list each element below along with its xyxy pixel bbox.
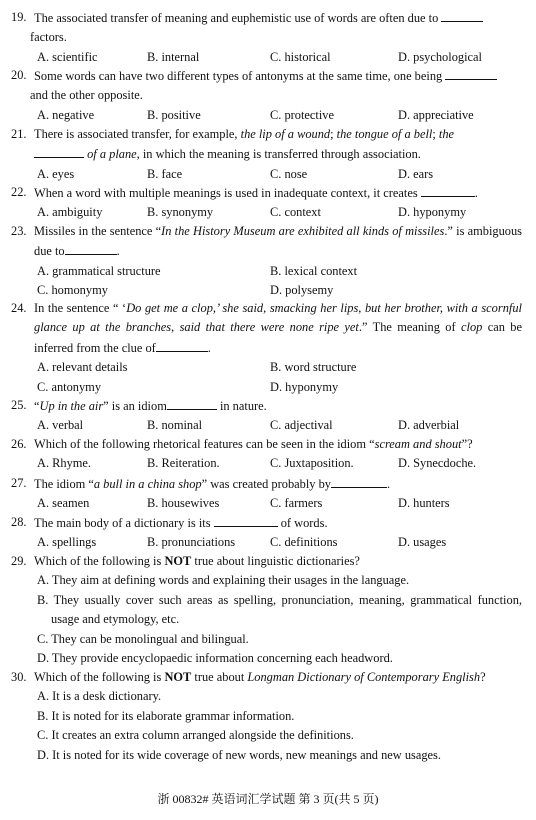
question-stem: “Up in the air” is an idiom in nature.	[34, 396, 522, 416]
option-b: B. word structure	[270, 360, 357, 375]
question-23	[0, 222, 536, 301]
question-stem: In the sentence “ ‘Do get me a clop,’ she said, smacking her lips, but her brother, with a scornful glance up at the branches, said that there were none ripe yet.” The meaning of clop can be inferred from the clue of .	[34, 301, 522, 355]
options-row	[0, 454, 536, 473]
answer-blank	[167, 396, 217, 410]
answer-blank	[34, 144, 84, 158]
option-d: D. adverbial	[398, 418, 460, 433]
option-d: D. hyponymy	[270, 379, 339, 394]
option-a: A. Rhyme.	[37, 456, 92, 471]
option-d: D. hunters	[398, 496, 450, 511]
question-22	[0, 183, 536, 223]
answer-blank	[445, 66, 497, 80]
question-number: 25.	[11, 398, 27, 412]
question-30	[0, 668, 536, 765]
question-number: 20.	[11, 68, 27, 82]
option-b: B. internal	[147, 49, 200, 64]
option-d: D. psychological	[398, 49, 482, 64]
option-c: C. adjectival	[270, 418, 333, 433]
option-d: D. usages	[398, 535, 447, 550]
question-stem: Which of the following is NOT true about Longman Dictionary of Contemporary English?	[34, 670, 486, 684]
question-stem: Missiles in the sentence “In the History Museum are exhibited all kinds of missiles.” is ambiguous due to .	[34, 224, 522, 259]
option-c: C. context	[270, 205, 321, 220]
question-27	[0, 474, 536, 514]
question-stem: Some words can have two different types of antonyms at the same time, one being and the other opposite.	[34, 66, 522, 106]
question-stem: Which of the following is NOT true about linguistic dictionaries?	[34, 554, 360, 568]
option-a: A. ambiguity	[37, 205, 103, 220]
option-a: A. It is a desk dictionary.	[37, 689, 162, 704]
question-26	[0, 435, 536, 474]
answer-blank	[214, 513, 278, 527]
options-row	[0, 378, 536, 397]
option-d: D. They provide encyclopaedic information concerning each headword.	[37, 651, 393, 666]
option-c: C. farmers	[270, 496, 323, 511]
option-d: D. Synecdoche.	[398, 456, 477, 471]
options-row	[0, 165, 536, 184]
option-b: B. lexical context	[270, 263, 358, 278]
option-c: C. Juxtaposition.	[270, 456, 354, 471]
options-row	[0, 358, 536, 377]
answer-blank	[156, 338, 208, 352]
option-a: A. grammatical structure	[37, 263, 161, 278]
option-c: C. protective	[270, 107, 334, 122]
option-a: A. relevant details	[37, 360, 128, 375]
page-footer: 浙 00832# 英语词汇学试题 第 3 页(共 5 页)	[157, 792, 379, 806]
question-29	[0, 552, 536, 668]
option-a: A. eyes	[37, 166, 75, 181]
option-c: C. homonymy	[37, 283, 108, 298]
option-a: A. verbal	[37, 418, 84, 433]
question-stem: Which of the following rhetorical features can be seen in the idiom “scream and shout”?	[34, 437, 473, 451]
question-24	[0, 299, 536, 397]
option-c: C. definitions	[270, 535, 338, 550]
option-c: C. nose	[270, 166, 308, 181]
options-row	[0, 48, 536, 67]
option-a: A. They aim at defining words and explaining their usages in the language.	[37, 573, 410, 588]
option-c: C. historical	[270, 49, 331, 64]
question-28	[0, 513, 536, 553]
question-stem: The associated transfer of meaning and euphemistic use of words are often due to factors.	[34, 8, 522, 48]
option-b: B. pronunciations	[147, 535, 236, 550]
question-21	[0, 125, 536, 184]
option-a: A. seamen	[37, 496, 90, 511]
option-b: B. nominal	[147, 418, 203, 433]
option-d: D. ears	[398, 166, 434, 181]
question-number: 26.	[11, 437, 27, 451]
answer-blank	[441, 8, 483, 22]
option-b: B. positive	[147, 107, 201, 122]
question-number: 19.	[11, 10, 27, 24]
option-a: A. spellings	[37, 535, 97, 550]
option-b: B. face	[147, 166, 183, 181]
option-b: B. It is noted for its elaborate grammar information.	[37, 708, 295, 723]
question-stem: There is associated transfer, for example, the lip of a wound; the tongue of a bell; the of a plane, in which the meaning is transferred through association.	[34, 127, 455, 162]
question-number: 29.	[11, 554, 27, 568]
options-row	[0, 106, 536, 125]
option-c: C. They can be monolingual and bilingual.	[37, 631, 249, 646]
question-20	[0, 66, 536, 125]
option-d: D. It is noted for its wide coverage of new words, new meanings and new usages.	[37, 747, 441, 762]
question-number: 22.	[11, 185, 27, 199]
answer-blank	[331, 474, 387, 488]
question-stem: The main body of a dictionary is its of words.	[34, 513, 522, 533]
options-row	[0, 494, 536, 513]
option-a: A. scientific	[37, 49, 98, 64]
question-stem: When a word with multiple meanings is used in inadequate context, it creates .	[34, 183, 522, 203]
question-number: 27.	[11, 476, 27, 490]
question-19	[0, 8, 536, 67]
option-b: B. synonymy	[147, 205, 214, 220]
options-row	[0, 533, 536, 552]
option-b: B. They usually cover such areas as spelling, pronunciation, meaning, grammatical function, usage and etymology, etc.	[37, 592, 522, 627]
option-c: C. It creates an extra column arranged alongside the definitions.	[37, 728, 354, 743]
option-d: D. appreciative	[398, 107, 474, 122]
option-a: A. negative	[37, 107, 95, 122]
answer-blank	[421, 183, 475, 197]
answer-blank	[65, 241, 117, 255]
options-row	[0, 416, 536, 435]
option-c: C. antonymy	[37, 379, 102, 394]
question-number: 23.	[11, 224, 27, 238]
options-row	[0, 262, 536, 281]
question-number: 24.	[11, 301, 27, 315]
question-stem: The idiom “a bull in a china shop” was created probably by .	[34, 474, 522, 494]
option-b: B. housewives	[147, 496, 220, 511]
option-d: D. polysemy	[270, 283, 334, 298]
question-number: 28.	[11, 515, 27, 529]
question-number: 30.	[11, 670, 27, 684]
option-d: D. hyponymy	[398, 205, 467, 220]
options-row	[0, 281, 536, 300]
question-number: 21.	[11, 127, 27, 141]
question-25	[0, 396, 536, 436]
option-b: B. Reiteration.	[147, 456, 220, 471]
options-row	[0, 203, 536, 222]
